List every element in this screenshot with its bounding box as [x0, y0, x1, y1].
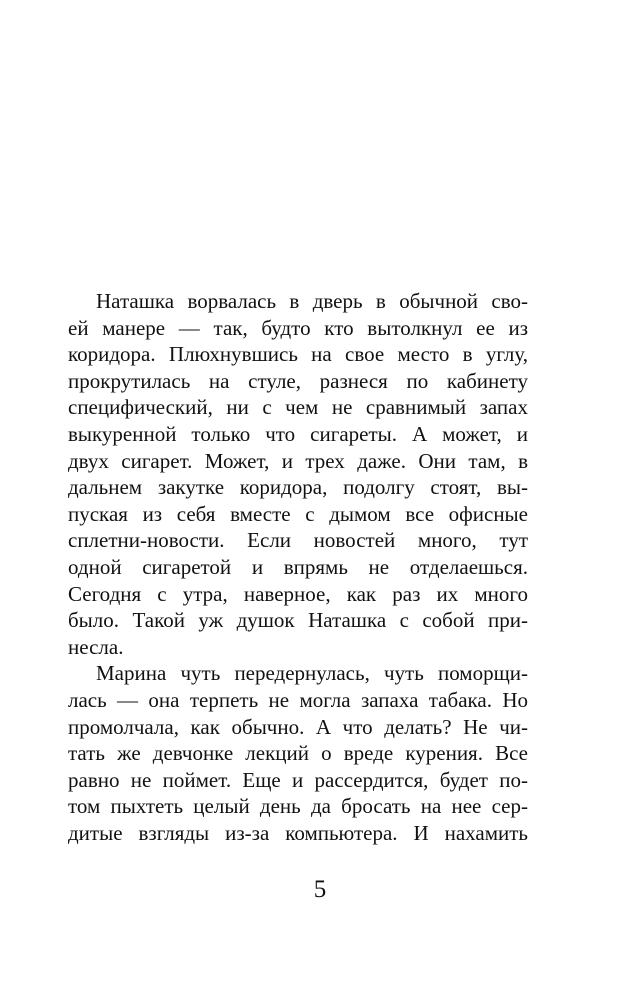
- text-line: коридора. Плюхнувшись на свое место в углу,: [68, 342, 528, 367]
- text-line: лась — она терпеть не могла запаха табака. Но: [68, 687, 528, 712]
- text-line: одной сигаретой и впрямь не отделаешься.: [68, 554, 528, 579]
- text-line: прокрутилась на стуле, разнеся по кабинету: [68, 368, 528, 393]
- text-line: дитые взгляды из-за компьютера. И нахамить: [68, 820, 528, 845]
- text-line: тать же девчонке лекций о вреде курения. Все: [68, 741, 528, 766]
- text-line: несла.: [68, 634, 124, 659]
- page-body: [68, 288, 528, 846]
- text-line: том пыхтеть целый день да бросать на нее сер-: [68, 794, 528, 819]
- text-line: выкуренной только что сигареты. А может, и: [68, 421, 528, 446]
- page-number: 5: [313, 876, 327, 903]
- paragraph: [68, 288, 528, 660]
- text-line: промолчала, как обычно. А что делать? Не чи-: [68, 714, 528, 739]
- text-line: сплетни-новости. Если новостей много, тут: [68, 528, 528, 553]
- text-line: двух сигарет. Может, и трех даже. Они там, в: [68, 448, 528, 473]
- text-line: было. Такой уж душок Наташка с собой при-: [68, 608, 528, 633]
- text-line: ей манере — так, будто кто вытолкнул ее из: [68, 315, 528, 340]
- text-line: дальнем закутке коридора, подолгу стоят, вы-: [68, 475, 528, 500]
- paragraph: [68, 660, 528, 846]
- text-line: равно не поймет. Еще и рассердится, будет по-: [68, 767, 528, 792]
- text-line: специфический, ни с чем не сравнимый запах: [68, 395, 528, 420]
- text-line: Наташка ворвалась в дверь в обычной сво-: [96, 289, 528, 313]
- text-line: Сегодня с утра, наверное, как раз их много: [68, 581, 528, 606]
- text-line: Марина чуть передернулась, чуть поморщи-: [96, 661, 528, 686]
- text-line: пуская из себя вместе с дымом все офисные: [68, 501, 528, 526]
